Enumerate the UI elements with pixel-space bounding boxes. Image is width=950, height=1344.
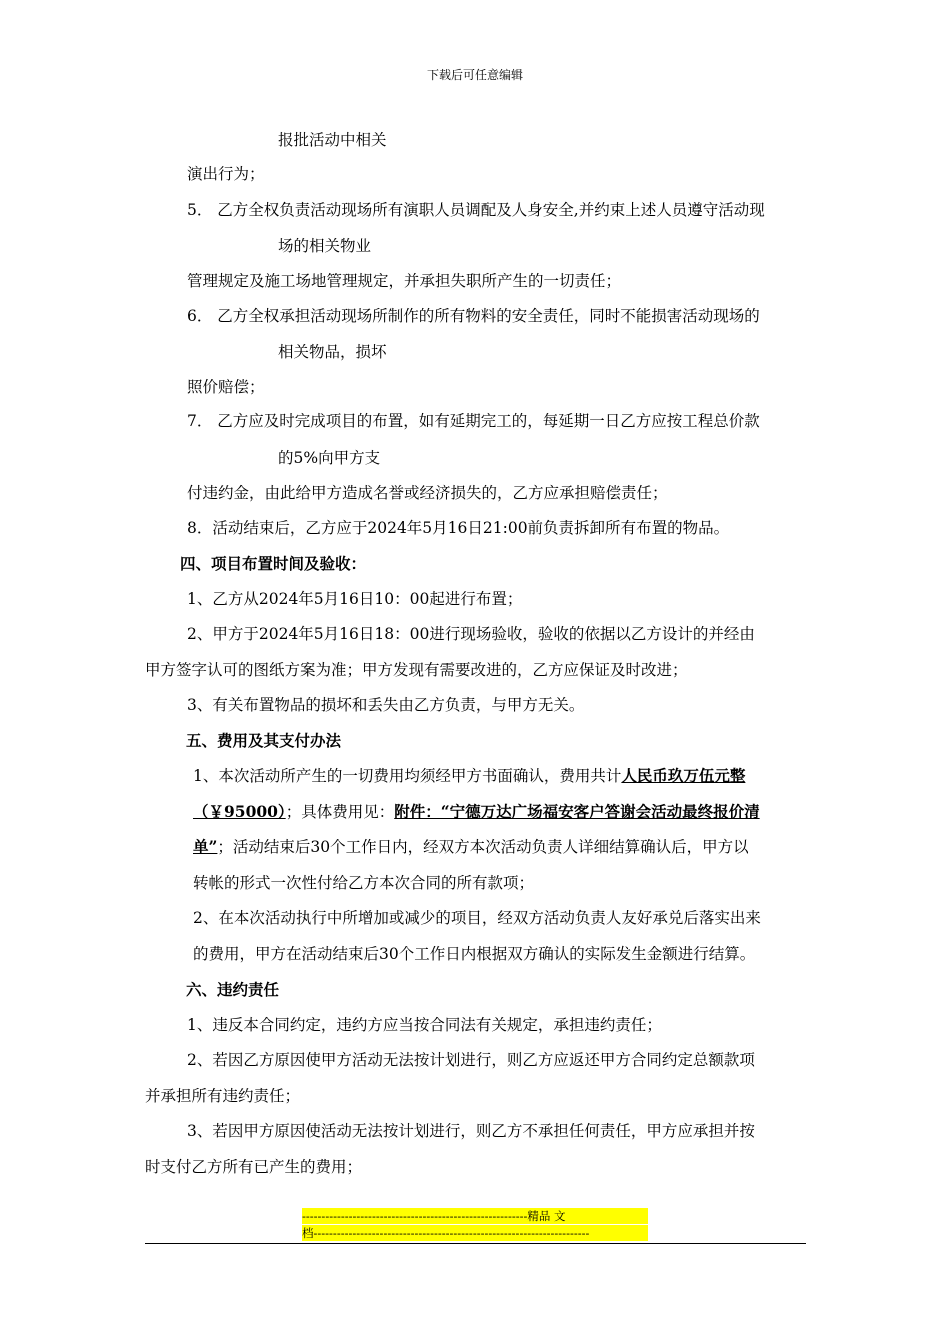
- attachment-title-end: 单”: [193, 837, 218, 856]
- text-span: 1、本次活动所产生的一切费用均须经甲方书面确认，费用共计: [193, 767, 622, 785]
- text-line: 付违约金，由此给甲方造成名誉或经济损失的，乙方应承担赔偿责任；: [187, 484, 668, 502]
- footer-watermark-line2: 档-----------------------------------------------------------------------: [302, 1225, 648, 1241]
- text-line: 2、在本次活动执行中所增加或减少的项目，经双方活动负责人友好承兑后落实出来: [193, 909, 761, 927]
- text-line: 场的相关物业: [278, 237, 372, 255]
- footer-rule: [145, 1243, 806, 1244]
- text-line: 5． 乙方全权负责活动现场所有演职人员调配及人身安全,并约束上述人员遵守活动现: [187, 201, 765, 219]
- amount-text: 人民币玖万伍元整: [621, 766, 746, 785]
- page-header: 下载后可任意编辑: [426, 68, 523, 82]
- amount-number: （￥95000）: [193, 802, 286, 821]
- text-span: ；活动结束后30个工作日内，经双方本次活动负责人详细结算确认后，甲方以: [217, 838, 749, 856]
- text-line: 1、违反本合同约定，违约方应当按合同法有关规定，承担违约责任；: [187, 1016, 662, 1034]
- section-heading: 四、项目布置时间及验收：: [180, 554, 367, 573]
- text-line: 3、有关布置物品的损坏和丢失由乙方负责，与甲方无关。: [187, 696, 585, 714]
- text-line: [193, 765, 745, 787]
- text-line: 报批活动中相关: [278, 131, 387, 149]
- text-line: 照价赔偿；: [187, 378, 265, 396]
- section-heading: 六、违约责任: [186, 980, 280, 999]
- footer-watermark-line1: ----------------------------------------------------------精品 文: [302, 1208, 648, 1224]
- text-line: 7． 乙方应及时完成项目的布置，如有延期完工的，每延期一日乙方应按工程总价款: [187, 412, 760, 430]
- text-line: 相关物品，损坏: [278, 343, 387, 361]
- text-line: 的5%向甲方支: [278, 449, 381, 467]
- text-line: 并承担所有违约责任；: [145, 1087, 301, 1105]
- text-line: [193, 836, 749, 858]
- text-line: 甲方签字认可的图纸方案为准；甲方发现有需要改进的，乙方应保证及时改进；: [145, 661, 688, 679]
- section-heading: 五、费用及其支付办法: [186, 731, 342, 750]
- text-line: 演出行为；: [187, 165, 265, 183]
- text-line: 3、若因甲方原因使活动无法按计划进行，则乙方不承担任何责任，甲方应承担并按: [187, 1122, 755, 1140]
- text-line: 2、甲方于2024年5月16日18：00进行现场验收，验收的依据以乙方设计的并经由: [187, 625, 755, 643]
- text-line: 1、乙方从2024年5月16日10：00起进行布置；: [187, 590, 523, 608]
- text-line: 的费用，甲方在活动结束后30个工作日内根据双方确认的实际发生金额进行结算。: [193, 945, 756, 963]
- text-span: ；具体费用见：: [285, 803, 395, 821]
- text-line: 时支付乙方所有已产生的费用；: [145, 1158, 363, 1176]
- text-line: 2、若因乙方原因使甲方活动无法按计划进行，则乙方应返还甲方合同约定总额款项: [187, 1051, 755, 1069]
- text-line: 8．活动结束后，乙方应于2024年5月16日21:00前负责拆卸所有布置的物品。: [187, 519, 730, 537]
- text-line: 管理规定及施工场地管理规定，并承担失职所产生的一切责任；: [187, 272, 622, 290]
- text-line: 转帐的形式一次性付给乙方本次合同的所有款项；: [193, 874, 535, 892]
- text-line: 6． 乙方全权承担活动现场所制作的所有物料的安全责任，同时不能损害活动现场的: [187, 307, 760, 325]
- attachment-title: 附件：“宁德万达广场福安客户答谢会活动最终报价清: [394, 802, 760, 821]
- text-line: [193, 801, 760, 823]
